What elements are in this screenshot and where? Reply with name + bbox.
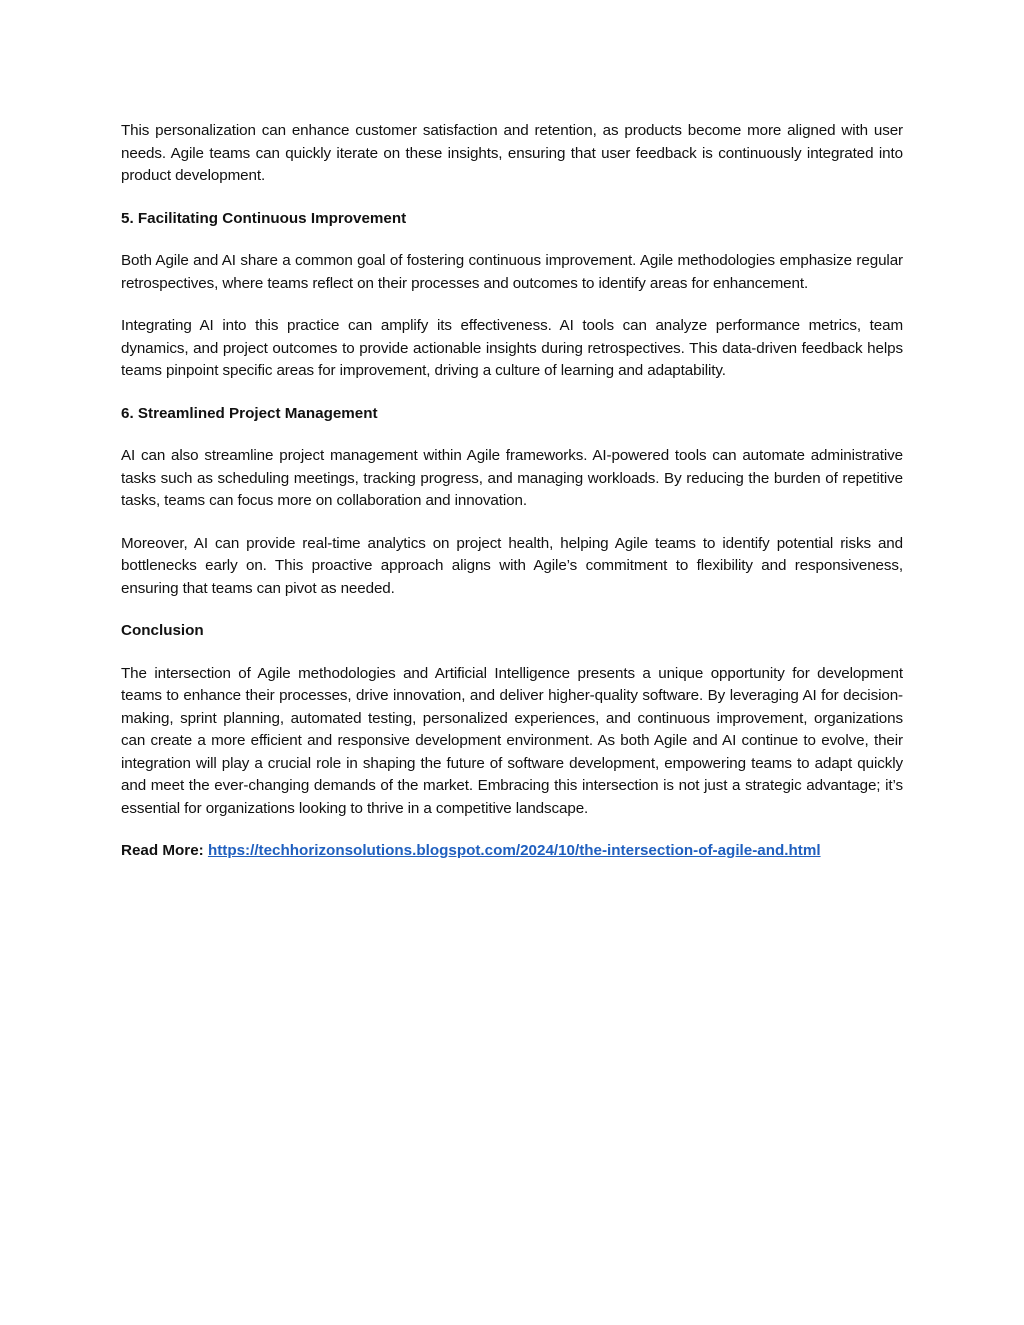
read-more-line — [121, 840, 903, 863]
section-heading-conclusion: Conclusion — [121, 622, 204, 639]
section5-paragraph-2: Integrating AI into this practice can amplify its effectiveness. AI tools can analyze performance metrics, team dynamics, and project outcomes to provide actionable insights during retrospectives. This data-driven feedback helps teams pinpoint specific areas for improvement, driving a culture of learning and adaptability. — [121, 317, 903, 379]
document-body — [121, 120, 903, 863]
section-heading-project-management: 6. Streamlined Project Management — [121, 404, 378, 422]
intro-paragraph: This personalization can enhance customer satisfaction and retention, as products become more aligned with user needs. Agile teams can quickly iterate on these insights, ensuring that user feedback is continuously integrated into product development. — [121, 122, 903, 184]
read-more-label: Read More: — [121, 842, 204, 859]
section6-paragraph-2: Moreover, AI can provide real-time analytics on project health, helping Agile teams to identify potential risks and bottlenecks early on. This proactive approach aligns with Agile’s commitment to flexibility and responsiveness, ensuring that teams can pivot as needed. — [121, 534, 903, 597]
section6-paragraph-1: AI can also streamline project management within Agile frameworks. AI-powered tools can automate administrative tasks such as scheduling meetings, tracking progress, and managing workloads. By reducing the burden of repetitive tasks, teams can focus more on collaboration and innovation. — [121, 447, 903, 509]
conclusion-paragraph: The intersection of Agile methodologies and Artificial Intelligence presents a unique opportunity for development teams to enhance their processes, drive innovation, and deliver higher-quality software. By leveraging AI for decision-making, sprint planning, automated testing, personalized experiences, and continuous improvement, organizations can create a more efficient and responsive development environment. As both Agile and AI continue to evolve, their integration will play a crucial role in shaping the future of software development, empowering teams to adapt quickly and meet the ever-changing demands of the market. Embracing this intersection is not just a strategic advantage; it’s essential for organizations looking to thrive in a competitive landscape. — [121, 664, 903, 817]
read-more-link[interactable]: https://techhorizonsolutions.blogspot.com/2024/10/the-intersection-of-agile-and.html — [207, 842, 821, 859]
section-heading-continuous-improvement: 5. Facilitating Continuous Improvement — [121, 209, 407, 227]
section5-paragraph-1: Both Agile and AI share a common goal of fostering continuous improvement. Agile methodologies emphasize regular retrospectives, where teams reflect on their processes and outcomes to identify areas for enhancement. — [121, 252, 903, 292]
